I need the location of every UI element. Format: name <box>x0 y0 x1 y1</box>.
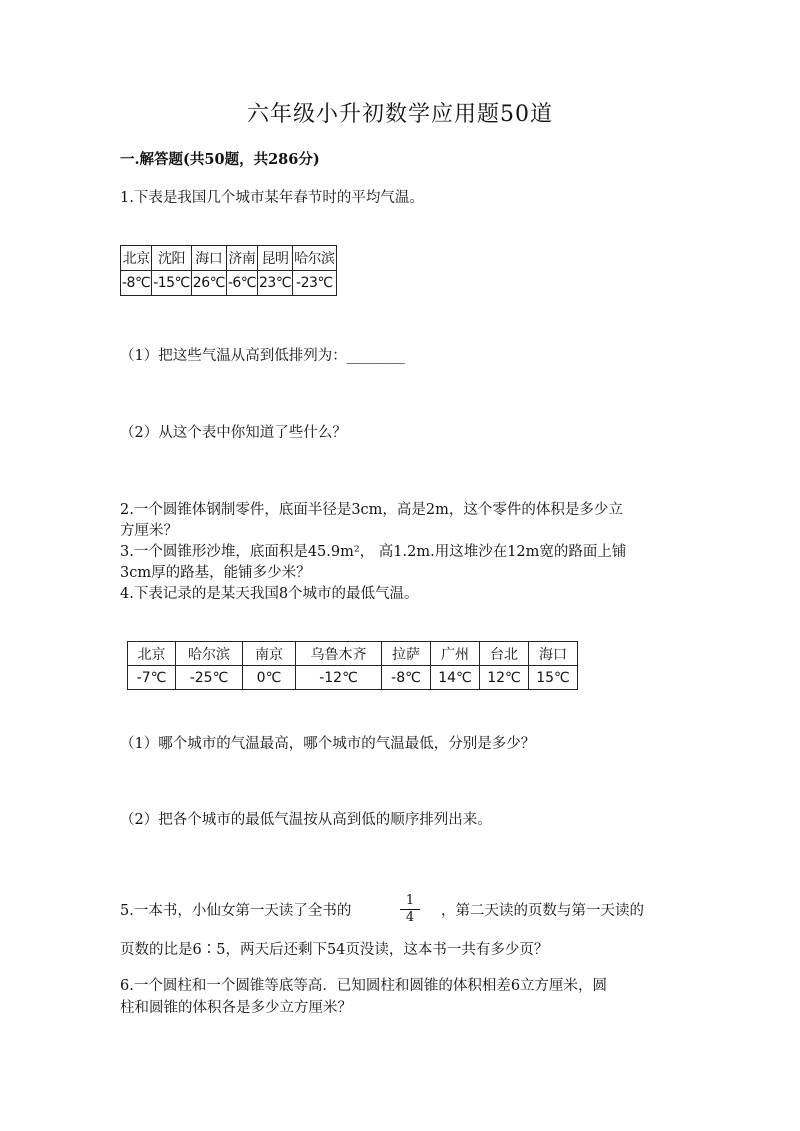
question-4-sub1: （1）哪个城市的气温最高，哪个城市的气温最低，分别是多少？ <box>120 736 536 752</box>
table-header-row <box>128 642 578 666</box>
table-cell: 北京 <box>121 246 152 271</box>
table-row <box>121 271 337 296</box>
question-6-line2: 柱和圆锥的体积各是多少立方厘米？ <box>120 1000 352 1016</box>
question-3-line2: 3cm厚的路基，能铺多少米？ <box>120 565 311 581</box>
question-5-line2: 页数的比是6∶5，两天后还剩下54页没读，这本书一共有多少页？ <box>120 942 549 958</box>
fraction-one-quarter <box>400 893 420 926</box>
question-4-sub2: （2）把各个城市的最低气温按从高到低的顺序排列出来。 <box>120 812 492 828</box>
table-cell: 济南 <box>226 246 257 271</box>
fraction-numerator: 1 <box>400 893 420 910</box>
table-row <box>128 666 578 690</box>
table-cell: 哈尔滨 <box>176 642 243 666</box>
question-5-part2: ，第二天读的页数与第一天读的 <box>441 903 644 919</box>
table-cell: 海口 <box>529 642 578 666</box>
table-cell: -8℃ <box>121 271 152 296</box>
table-cell: 海口 <box>191 246 226 271</box>
question-6-line1: 6.一个圆柱和一个圆锥等底等高．已知圆柱和圆锥的体积相差6立方厘米，圆 <box>120 978 608 994</box>
table-cell: 昆明 <box>258 246 293 271</box>
table-cell: 15℃ <box>529 666 578 690</box>
table-cell: 乌鲁木齐 <box>296 642 382 666</box>
table-cell: 0℃ <box>243 666 296 690</box>
table-cell: 北京 <box>128 642 176 666</box>
table-cell: 台北 <box>480 642 529 666</box>
question-2-line1: 2.一个圆锥体钢制零件，底面半径是3cm，高是2m，这个零件的体积是多少立 <box>120 502 623 518</box>
question-5-part1: 5.一本书，小仙女第一天读了全书的 <box>120 903 352 919</box>
table-cell: 拉萨 <box>382 642 431 666</box>
table-cell: -12℃ <box>296 666 382 690</box>
question-1-sub1: （1）把这些气温从高到低排列为：________ <box>120 348 405 364</box>
table-cell: 南京 <box>243 642 296 666</box>
section-heading: 一.解答题(共50题，共286分) <box>120 151 320 168</box>
temperature-table-1 <box>120 245 337 296</box>
table-cell: 26℃ <box>191 271 226 296</box>
table-cell: -6℃ <box>226 271 257 296</box>
table-cell: -25℃ <box>176 666 243 690</box>
temperature-table-2 <box>127 641 578 690</box>
question-2-line2: 方厘米？ <box>120 523 178 539</box>
table-cell: -23℃ <box>293 271 337 296</box>
table-cell: 23℃ <box>258 271 293 296</box>
page-title: 六年级小升初数学应用题50道 <box>247 102 553 127</box>
question-1-stem: 1.下表是我国几个城市某年春节时的平均气温。 <box>120 190 424 206</box>
table-cell: -8℃ <box>382 666 431 690</box>
table-cell: 沈阳 <box>152 246 192 271</box>
table-cell: 14℃ <box>431 666 480 690</box>
table-header-row <box>121 246 337 271</box>
table-cell: 哈尔滨 <box>293 246 337 271</box>
table-cell: 广州 <box>431 642 480 666</box>
table-cell: 12℃ <box>480 666 529 690</box>
question-4-stem: 4.下表记录的是某天我国8个城市的最低气温。 <box>120 586 419 602</box>
question-1-sub2: （2）从这个表中你知道了些什么？ <box>120 425 347 441</box>
fraction-denominator: 4 <box>405 910 415 925</box>
table-cell: -7℃ <box>128 666 176 690</box>
table-cell: -15℃ <box>152 271 192 296</box>
question-3-line1: 3.一个圆锥形沙堆，底面积是45.9m²， 高1.2m.用这堆沙在12m宽的路面上铺 <box>120 544 627 560</box>
